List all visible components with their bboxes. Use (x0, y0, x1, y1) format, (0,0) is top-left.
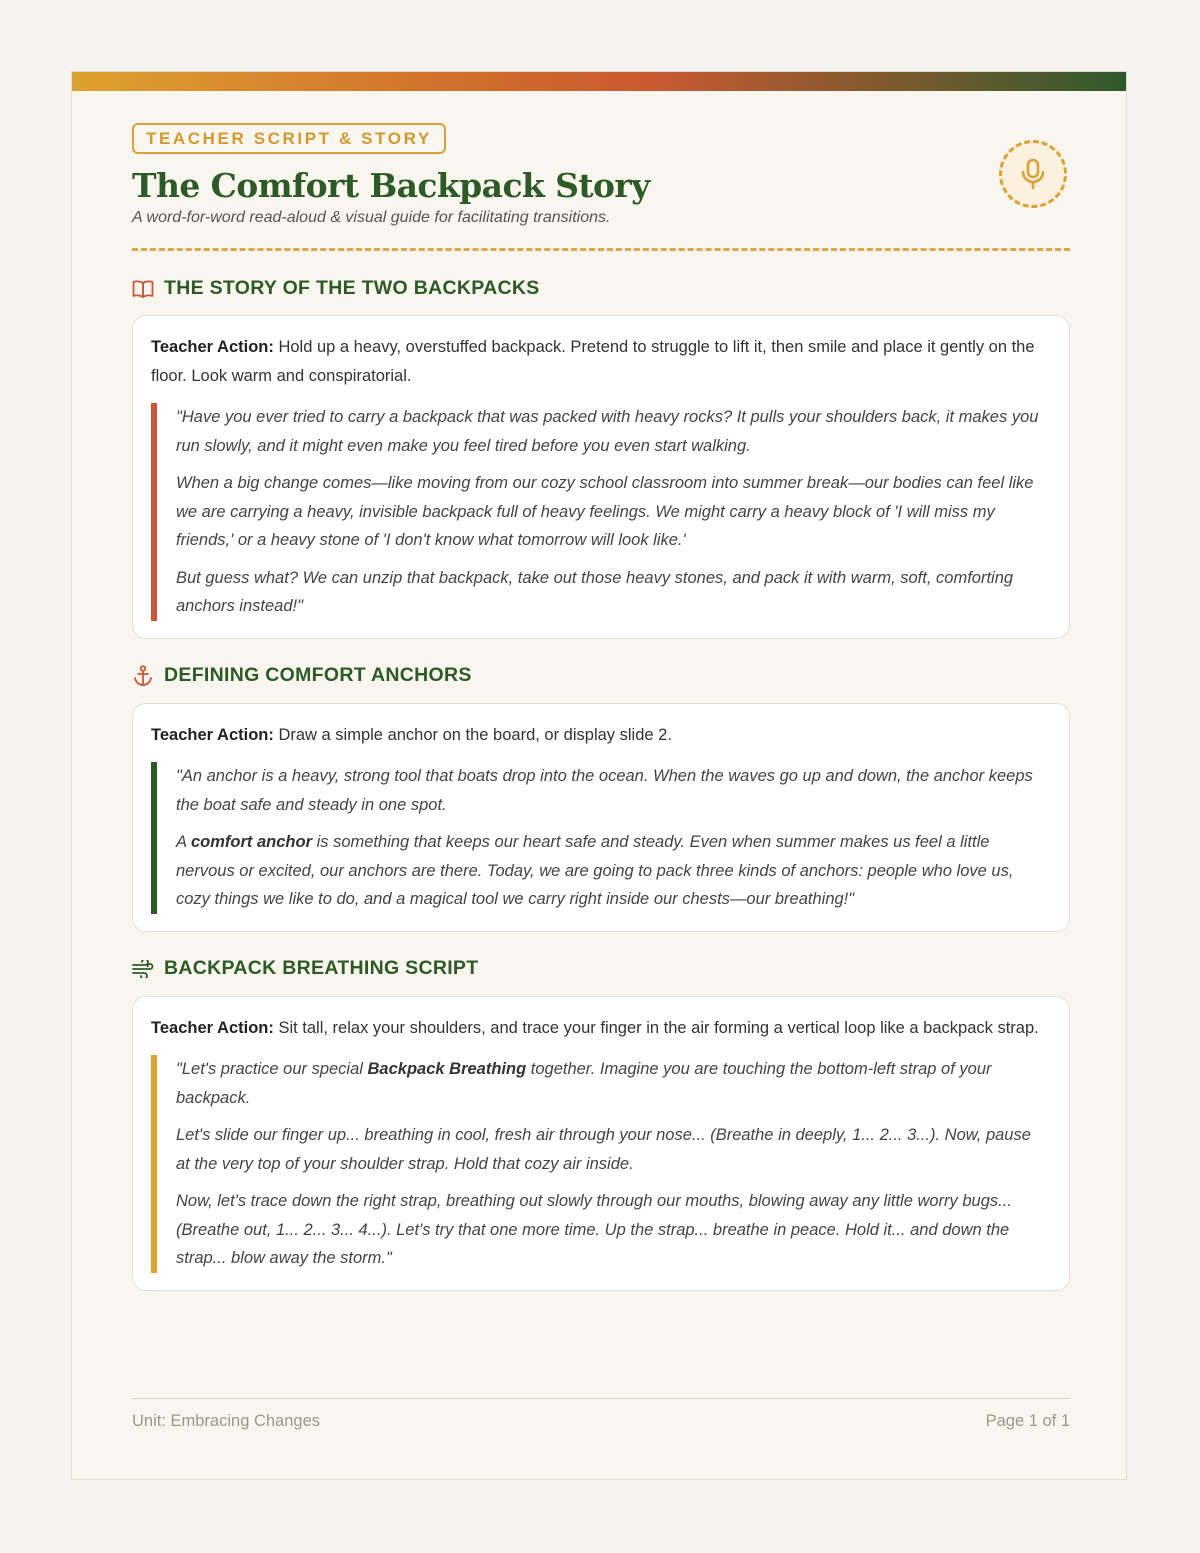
emphasis-term: comfort anchor (190, 833, 312, 851)
quote-text: "Let's practice our special (176, 1060, 368, 1078)
section-title-story (132, 277, 540, 300)
section-title-anchors (132, 664, 472, 687)
quote-paragraph: When a big change comes—like moving from our cozy school classroom into summer break—our bodies can feel like we are carrying a heavy, invisible backpack full of heavy feelings. We might carry a heavy block of 'I will miss my friends,' or a heavy stone of 'I don't know what tomorrow will look like.' (176, 474, 1034, 549)
wind-icon (132, 958, 154, 980)
teacher-action-label: Teacher Action: (151, 338, 274, 356)
section-heading: THE STORY OF THE TWO BACKPACKS (164, 277, 540, 299)
section-heading: BACKPACK BREATHING SCRIPT (164, 957, 479, 979)
footer-page-number: Page 1 of 1 (985, 1412, 1070, 1430)
page-footer (132, 1412, 1070, 1431)
worksheet-page (71, 71, 1127, 1480)
teacher-action-text: Sit tall, relax your shoulders, and trace your finger in the air forming a vertical loop like a backpack strap. (278, 1019, 1039, 1037)
quote-paragraph: "An anchor is a heavy, strong tool that boats drop into the ocean. When the waves go up and down, the anchor keeps the boat safe and steady in one spot. (176, 767, 1033, 814)
section-title-breathing (132, 957, 478, 980)
teacher-action-text: Draw a simple anchor on the board, or display slide 2. (278, 726, 672, 744)
read-aloud-quote (151, 403, 1051, 621)
header-divider (132, 248, 1070, 251)
category-tag: TEACHER SCRIPT & STORY (132, 123, 446, 154)
microphone-icon (1019, 158, 1047, 190)
page-header (132, 123, 1070, 227)
footer-unit: Unit: Embracing Changes (132, 1412, 321, 1430)
teacher-action (151, 1014, 1051, 1043)
emphasis-term: Backpack Breathing (367, 1060, 527, 1078)
quote-text: together. Imagine you are touching the bottom-left strap of your backpack. (176, 1060, 992, 1107)
teacher-action (151, 721, 1051, 750)
microphone-badge (999, 140, 1067, 208)
anchor-icon (132, 665, 154, 687)
breathing-card (132, 996, 1070, 1291)
page-title: The Comfort Backpack Story (132, 166, 650, 205)
quote-text: A (176, 833, 191, 851)
page-subtitle: A word-for-word read-aloud & visual guide for facilitating transitions. (132, 209, 611, 226)
anchors-card (132, 703, 1070, 932)
section-heading: DEFINING COMFORT ANCHORS (164, 664, 472, 686)
open-book-icon (132, 278, 154, 300)
gradient-top-bar (72, 72, 1126, 91)
teacher-action-label: Teacher Action: (151, 726, 274, 744)
quote-paragraph (176, 1055, 1045, 1112)
quote-paragraph: Now, let's trace down the right strap, breathing out slowly through our mouths, blowing away any little worry bugs... (Breathe out, 1... 2... 3... 4...). Let's try that one more time. Up the strap... breathe in peace. Hold it... and down the strap... blow away the storm." (176, 1192, 1012, 1267)
quote-paragraph: But guess what? We can unzip that backpack, take out those heavy stones, and pack it with warm, soft, comforting anchors instead!" (176, 568, 1014, 615)
teacher-action (151, 333, 1051, 391)
quote-paragraph: Let's slide our finger up... breathing in cool, fresh air through your nose... (Breathe in deeply, 1... 2... 3...). Now, pause at the very top of your shoulder strap. Hold that cozy air inside. (176, 1126, 1031, 1173)
read-aloud-quote (151, 1055, 1051, 1273)
quote-paragraph: "Have you ever tried to carry a backpack that was packed with heavy rocks? It pulls your shoulders back, it makes you run slowly, and it might even make you feel tired before you even start walking. (176, 408, 1039, 455)
teacher-action-label: Teacher Action: (151, 1019, 274, 1037)
quote-text: is something that keeps our heart safe and steady. Even when summer makes us feel a little nervous or excited, our anchors are there. Today, we are going to pack three kinds of anchors: people who love us, cozy things we like to do, and a magical tool we carry right inside our chests—our breathing!" (176, 833, 1014, 908)
quote-paragraph (176, 828, 1045, 914)
read-aloud-quote (151, 762, 1051, 914)
teacher-action-text: Hold up a heavy, overstuffed backpack. Pretend to struggle to lift it, then smile and place it gently on the floor. Look warm and conspiratorial. (151, 338, 1035, 385)
footer-divider (132, 1398, 1070, 1399)
story-card (132, 315, 1070, 639)
